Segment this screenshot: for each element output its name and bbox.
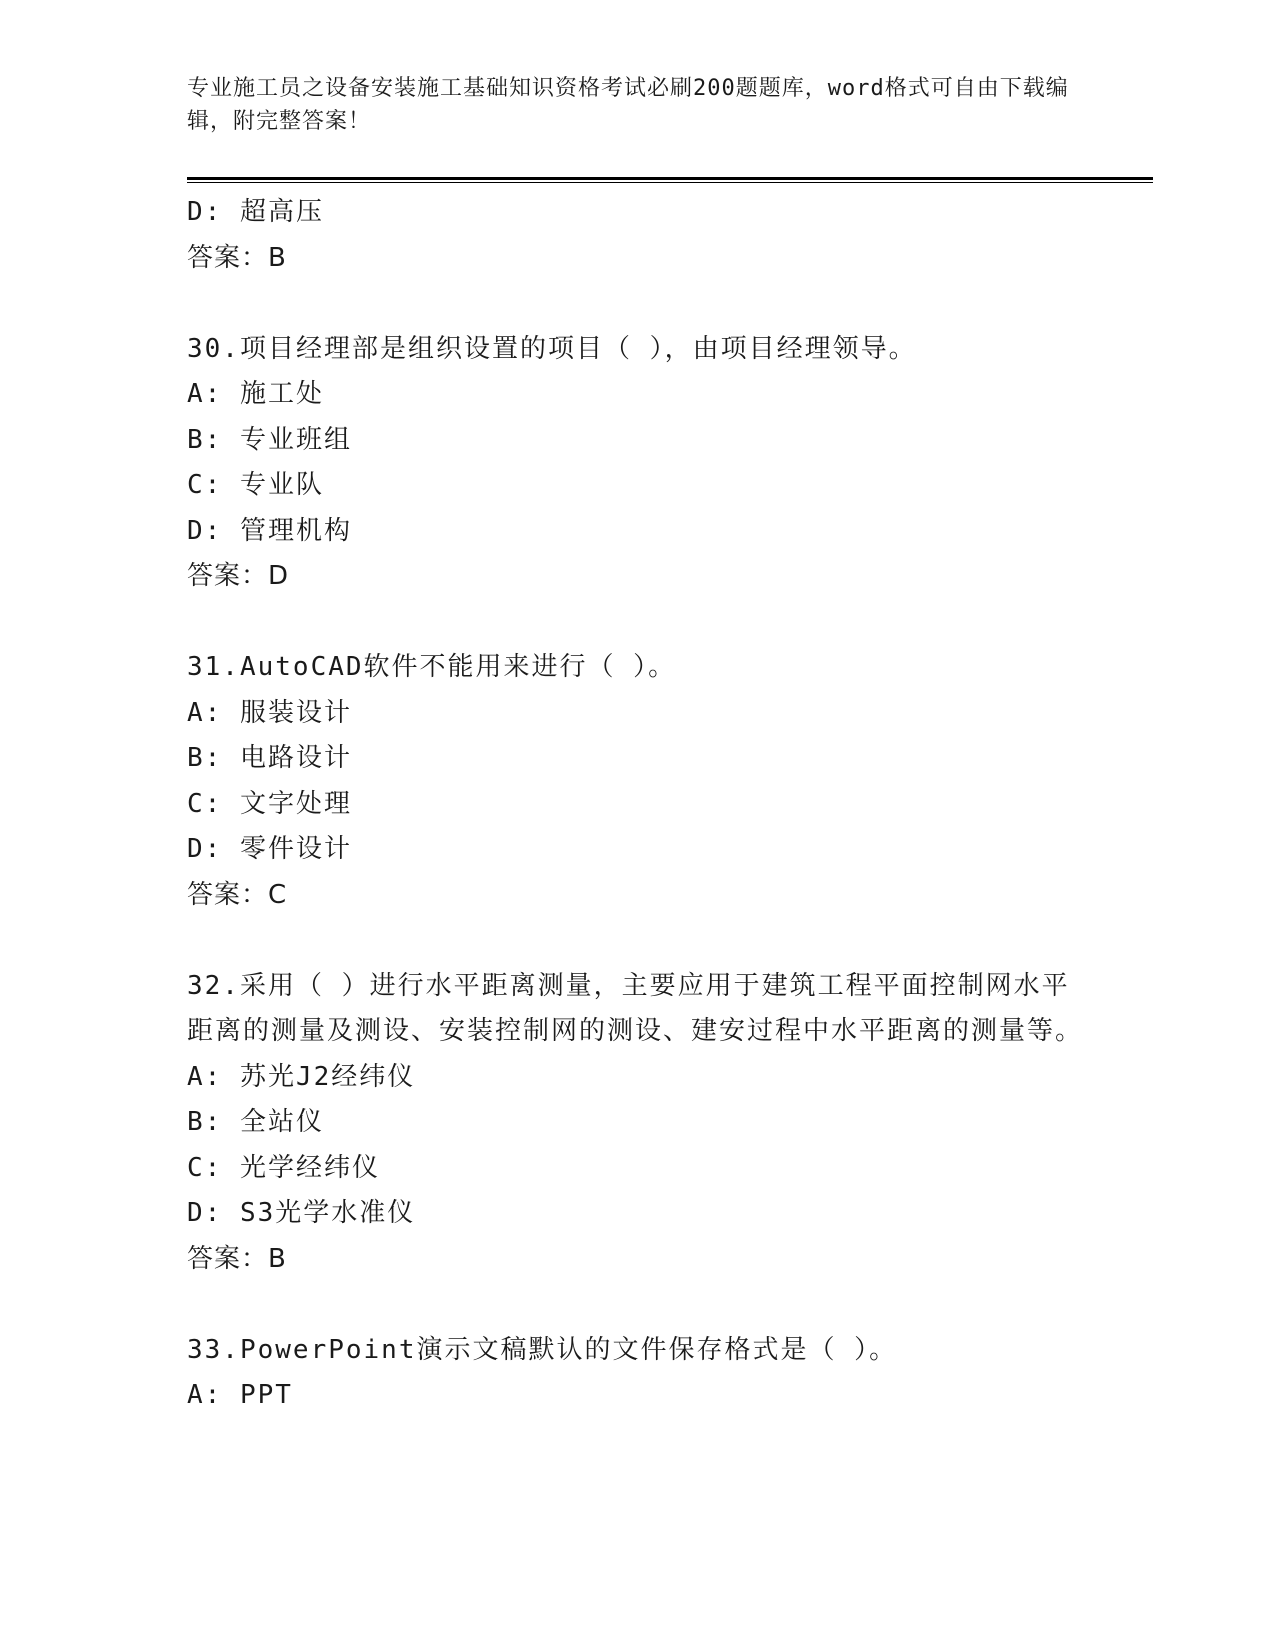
question-29-tail bbox=[187, 190, 1087, 281]
document-header: 专业施工员之设备安装施工基础知识资格考试必刷200题题库，word格式可自由下载编辑，附完整答案！ bbox=[187, 76, 1069, 134]
spacer bbox=[187, 281, 1087, 327]
answer-line: 答案：D bbox=[187, 561, 290, 591]
spacer bbox=[187, 1282, 1087, 1328]
question-31 bbox=[187, 645, 1087, 918]
question-30 bbox=[187, 327, 1087, 600]
header-rule-thick bbox=[187, 177, 1153, 180]
option-d: D: 超高压 bbox=[187, 197, 324, 227]
answer-line: 答案：B bbox=[187, 242, 287, 273]
question-stem: 32.采用（ ）进行水平距离测量，主要应用于建筑工程平面控制网水平距离的测量及测设、安装控制网的测设、建安过程中水平距离的测量等。 bbox=[187, 970, 1084, 1046]
option-d: D: 管理机构 bbox=[187, 515, 352, 546]
question-stem: 30.项目经理部是组织设置的项目（ ），由项目经理领导。 bbox=[187, 333, 917, 364]
question-list bbox=[187, 190, 1087, 1419]
answer-line: 答案：B bbox=[187, 1243, 287, 1274]
question-33 bbox=[187, 1328, 1087, 1419]
spacer bbox=[187, 918, 1087, 964]
option-a: A: PPT bbox=[187, 1380, 293, 1410]
question-stem: 33.PowerPoint演示文稿默认的文件保存格式是（ ）。 bbox=[187, 1334, 898, 1365]
option-a: A: 服装设计 bbox=[187, 697, 352, 728]
option-b: B: 全站仪 bbox=[187, 1107, 324, 1137]
question-32 bbox=[187, 964, 1087, 1283]
question-stem: 31.AutoCAD软件不能用来进行（ ）。 bbox=[187, 652, 677, 682]
spacer bbox=[187, 600, 1087, 646]
option-c: C: 文字处理 bbox=[187, 788, 352, 819]
option-a: A: 施工处 bbox=[187, 379, 324, 409]
option-c: C: 专业队 bbox=[187, 470, 324, 500]
option-b: B: 专业班组 bbox=[187, 424, 352, 455]
answer-line: 答案：C bbox=[187, 879, 288, 910]
option-d: D: S3光学水准仪 bbox=[187, 1198, 416, 1228]
header-rule-thin bbox=[187, 182, 1153, 183]
option-b: B: 电路设计 bbox=[187, 743, 352, 773]
option-d: D: 零件设计 bbox=[187, 834, 352, 864]
option-c: C: 光学经纬仪 bbox=[187, 1152, 380, 1183]
option-a: A: 苏光J2经纬仪 bbox=[187, 1061, 416, 1092]
